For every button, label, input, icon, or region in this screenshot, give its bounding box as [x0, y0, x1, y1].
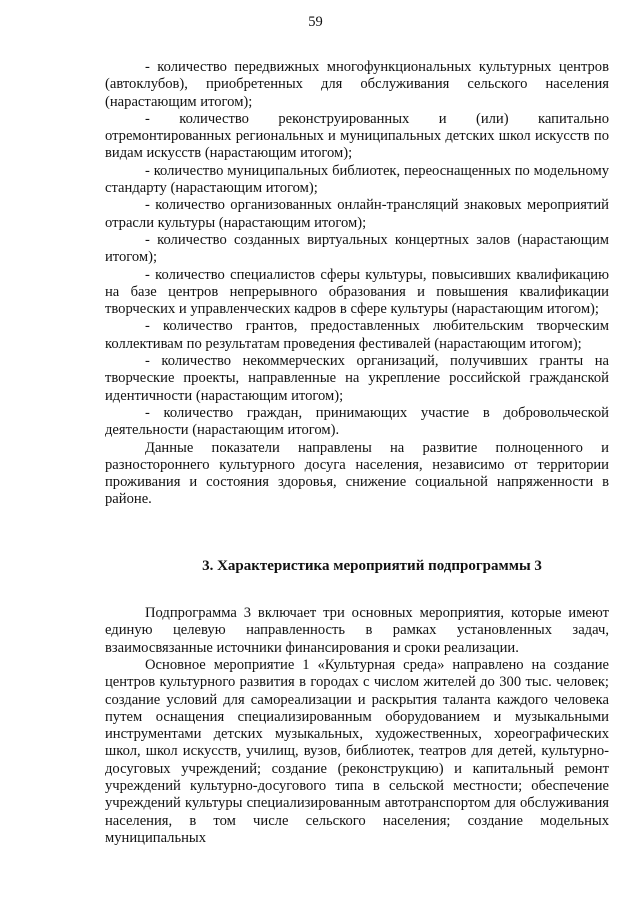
paragraph-volunteers: - количество граждан, принимающих участие в добровольческой деятельности (нарастающим итогом).: [105, 404, 609, 439]
paragraph-specialists-training: - количество специалистов сферы культуры, повысивших квалификацию на базе центров непрерывного образования и повышения квалификации творческих и управленческих кадров в сфере культуры (нарастающим итогом);: [105, 266, 609, 318]
paragraph-online-broadcasts: - количество организованных онлайн-трансляций знаковых мероприятий отрасли культуры (нарастающим итогом);: [105, 197, 609, 231]
document-body: [105, 59, 609, 847]
section-heading: 3. Характеристика мероприятий подпрограммы 3: [202, 557, 542, 574]
paragraph-indicators-summary: Данные показатели направлены на развитие полноценного и разностороннего культурного досуга населения, независимо от территории проживания и состояния здоровья, снижение социальной напряженности в районе.: [105, 439, 609, 508]
paragraph-art-schools: - количество реконструированных и (или) капитально отремонтированных региональных и муниципальных детских школ искусств по видам искусств (нарастающим итогом);: [105, 110, 609, 162]
paragraph-subprogram-intro: Подпрограмма 3 включает три основных мероприятия, которые имеют единую целевую направленность в рамках установленных задач, взаимосвязанные источники финансирования и сроки реализации.: [105, 605, 609, 656]
paragraph-libraries: - количество муниципальных библиотек, переоснащенных по модельному стандарту (нарастающим итогом);: [105, 162, 609, 197]
paragraph-grants-collectives: - количество грантов, предоставленных любительским творческим коллективам по результатам проведения фестивалей (нарастающим итогом);: [105, 318, 609, 352]
paragraph-mobile-culture-centers: - количество передвижных многофункциональных культурных центров (автоклубов), приобретенных для обслуживания сельского населения (нарастающим итогом);: [105, 59, 609, 110]
paragraph-virtual-concert-halls: - количество созданных виртуальных концертных залов (нарастающим итогом);: [105, 231, 609, 266]
page-number: 59: [308, 14, 323, 30]
paragraph-nonprofit-grants: - количество некоммерческих организаций, получивших гранты на творческие проекты, направленные на укрепление российской гражданской идентичности (нарастающим итогом);: [105, 353, 609, 404]
paragraph-main-activity-1: Основное мероприятие 1 «Культурная среда» направлено на создание центров культурного развития в городах с числом жителей до 300 тыс. человек; создание условий для самореализации и раскрытия таланта каждого человека путем оснащения специализированным оборудованием и музыкальными инструментами детских музыкальных, художественных, хореографических школ, школ искусств, училищ, вузов, библиотек, театров для детей, культурно-досуговых учреждений; создание (реконструкцию) и капитальный ремонт учреждений культурно-досугового типа в сельской местности; обеспечение учреждений культуры специализированным автотранспортом для обслуживания населения, в том числе сельского населения; создание модельных муниципальных: [105, 656, 609, 846]
